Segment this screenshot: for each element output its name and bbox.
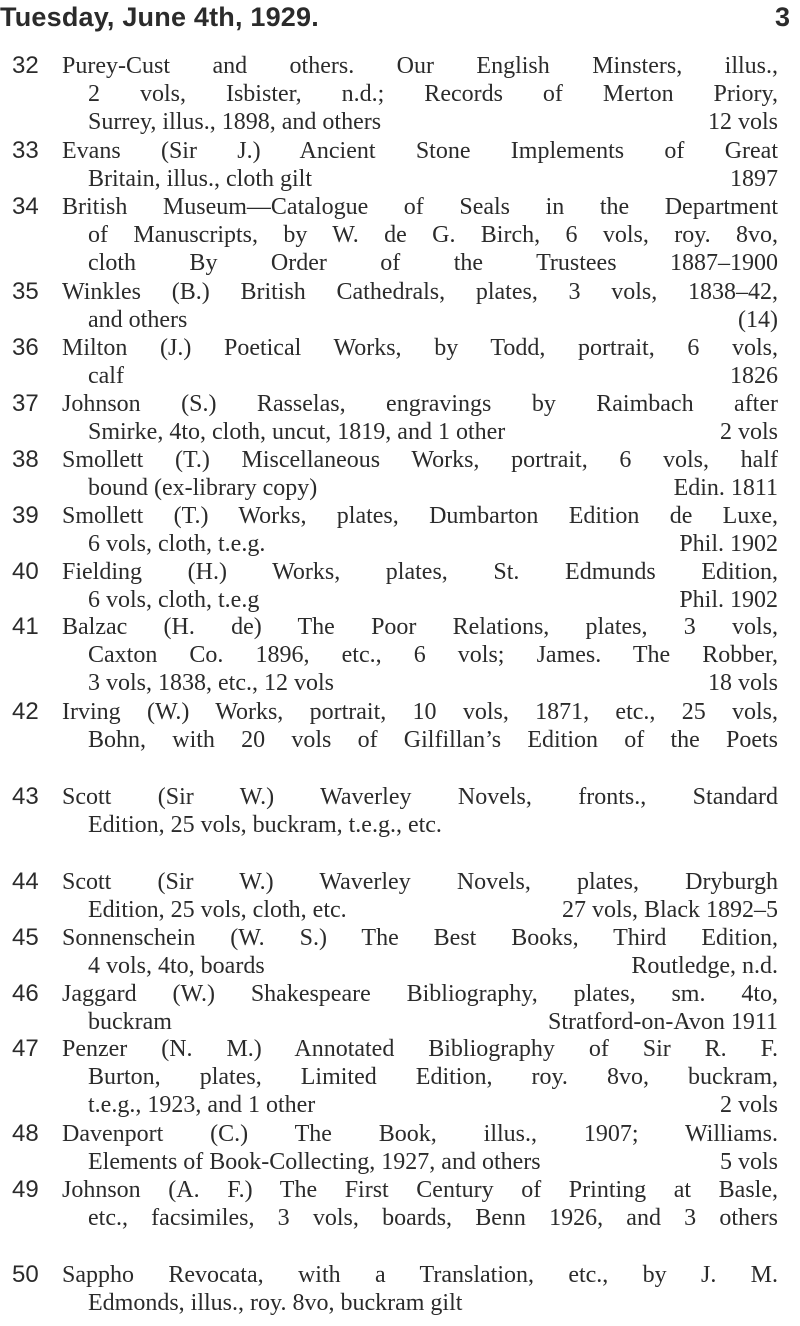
lot-number: 48 — [12, 1120, 39, 1147]
lot-text: 3 vols, 1838, etc., 12 vols — [88, 670, 334, 697]
lot-quantity: 2 vols — [719, 1092, 778, 1119]
lot-quantity: 18 vols — [707, 670, 778, 697]
lot-quantity: (14) — [738, 307, 778, 334]
lot-text: Balzac (H. de) The Poor Relations, plates, 3 vols, — [62, 614, 778, 640]
lot-number: 50 — [12, 1261, 39, 1288]
lot-number: 34 — [12, 193, 39, 220]
lot-number: 42 — [12, 698, 39, 725]
lot-text: Britain, illus., cloth gilt — [88, 166, 312, 193]
lot-quantity: Phil. 1902 — [679, 531, 778, 558]
lot-description-line — [62, 924, 778, 953]
lot-description-line — [88, 726, 778, 755]
lot-text: Edmonds, illus., roy. 8vo, buckram gilt — [88, 1290, 463, 1317]
page-header — [0, 0, 800, 40]
lot-description-line — [62, 278, 778, 307]
lot-number: 35 — [12, 278, 39, 305]
lot-description-line — [62, 698, 778, 727]
lot-description-line — [62, 1261, 778, 1290]
lot-number: 36 — [12, 334, 39, 361]
lot-text: of Manuscripts, by W. de G. Birch, 6 vols, roy. 8vo, — [88, 222, 778, 249]
lot-text: Milton (J.) Poetical Works, by Todd, portrait, 6 vols, — [62, 335, 778, 361]
lot-text: 2 vols, Isbister, n.d.; Records of Merton Priory, — [88, 81, 778, 108]
lot-text: Smollett (T.) Works, plates, Dumbarton Edition de Luxe, — [62, 503, 778, 529]
lot-description-line — [62, 783, 778, 812]
lot-text: Smollett (T.) Miscellaneous Works, portrait, 6 vols, half — [62, 447, 778, 473]
lot-description-line — [62, 1035, 778, 1064]
lot-quantity: Phil. 1902 — [679, 587, 778, 614]
lot-text: and others — [88, 307, 188, 334]
lot-description-line — [88, 1148, 778, 1177]
lot-number: 46 — [12, 980, 39, 1007]
lot-text: Burton, plates, Limited Edition, roy. 8vo, buckram, — [88, 1064, 778, 1091]
lot-text: Elements of Book-Collecting, 1927, and others — [88, 1149, 541, 1176]
lot-description-line — [62, 502, 778, 531]
lot-number: 37 — [12, 390, 39, 417]
lot-text: Winkles (B.) British Cathedrals, plates, 3 vols, 1838–42, — [62, 279, 778, 305]
lot-quantity: 12 vols — [707, 109, 778, 136]
lot-description-line — [88, 165, 778, 194]
lot-text: t.e.g., 1923, and 1 other — [88, 1092, 316, 1119]
lot-description-line — [62, 1176, 778, 1205]
lot-description-line — [62, 52, 778, 81]
lot-description-line — [88, 108, 778, 137]
lot-description-line — [88, 306, 778, 335]
lot-text: Johnson (S.) Rasselas, engravings by Raimbach after — [62, 391, 778, 417]
lot-text: etc., facsimiles, 3 vols, boards, Benn 1926, and 3 others — [88, 1205, 778, 1232]
lot-text: Caxton Co. 1896, etc., 6 vols; James. The Robber, — [88, 642, 778, 669]
lot-description-line — [62, 868, 778, 897]
lot-text: Surrey, illus., 1898, and others — [88, 109, 382, 136]
lot-description-line — [62, 390, 778, 419]
lot-text: Johnson (A. F.) The First Century of Printing at Basle, — [62, 1177, 778, 1203]
lot-text: Edition, 25 vols, cloth, etc. — [88, 897, 347, 924]
lot-text: 6 vols, cloth, t.e.g — [88, 587, 260, 614]
lot-number: 40 — [12, 558, 39, 585]
lot-description-line — [62, 334, 778, 363]
lot-text: 4 vols, 4to, boards — [88, 953, 265, 980]
lot-number: 49 — [12, 1176, 39, 1203]
lot-text: Bohn, with 20 vols of Gilfillan’s Edition of the Poets — [88, 727, 778, 754]
lot-quantity: 1826 — [730, 363, 778, 390]
lot-description-line — [88, 1008, 778, 1037]
lot-text: Penzer (N. M.) Annotated Bibliography of Sir R. F. — [62, 1036, 778, 1062]
lot-quantity: 2 vols — [719, 419, 778, 446]
lot-description-line — [62, 980, 778, 1009]
lot-number: 41 — [12, 613, 39, 640]
lot-number: 32 — [12, 52, 39, 79]
lot-text: bound (ex-library copy) — [88, 475, 318, 502]
lot-description-line — [88, 952, 778, 981]
lot-description-line — [88, 530, 778, 559]
lot-number: 33 — [12, 137, 39, 164]
lot-text: Scott (Sir W.) Waverley Novels, plates, Dryburgh — [62, 869, 778, 895]
lot-description-line — [62, 1120, 778, 1149]
lot-number: 43 — [12, 783, 39, 810]
lot-description-line — [88, 362, 778, 391]
lot-number: 44 — [12, 868, 39, 895]
lot-text: calf — [88, 363, 124, 390]
lot-quantity: 27 vols, Black 1892–5 — [562, 897, 778, 924]
lot-text: Davenport (C.) The Book, illus., 1907; Williams. — [62, 1121, 778, 1147]
lot-description-line — [88, 418, 778, 447]
lot-text: Irving (W.) Works, portrait, 10 vols, 1871, etc., 25 vols, — [62, 699, 778, 725]
lot-description-line — [88, 249, 778, 278]
lot-text: Purey-Cust and others. Our English Minsters, illus., — [62, 53, 778, 79]
lot-text: Sonnenschein (W. S.) The Best Books, Third Edition, — [62, 925, 778, 951]
lot-number: 38 — [12, 446, 39, 473]
lot-text: 6 vols, cloth, t.e.g. — [88, 531, 266, 558]
lot-description-line — [88, 1289, 778, 1318]
lot-description-line — [62, 137, 778, 166]
lot-description-line — [62, 613, 778, 642]
lot-description-line — [62, 193, 778, 222]
lot-text: British Museum—Catalogue of Seals in the Department — [62, 194, 778, 220]
lot-description-line — [88, 586, 778, 615]
lot-description-line — [88, 474, 778, 503]
lot-quantity: Stratford-on-Avon 1911 — [548, 1009, 778, 1036]
lot-text: Scott (Sir W.) Waverley Novels, fronts., Standard — [62, 784, 778, 810]
lot-text: buckram — [88, 1009, 172, 1036]
lot-text: Sappho Revocata, with a Translation, etc., by J. M. — [62, 1262, 778, 1288]
lot-text: Evans (Sir J.) Ancient Stone Implements of Great — [62, 138, 778, 164]
lot-text: Fielding (H.) Works, plates, St. Edmunds Edition, — [62, 559, 778, 585]
lot-description-line — [62, 446, 778, 475]
lot-description-line — [88, 1091, 778, 1120]
page-number: 3 — [774, 2, 790, 32]
lot-quantity: 1897 — [730, 166, 778, 193]
lot-description-line — [88, 80, 778, 109]
lot-quantity: 5 vols — [719, 1149, 778, 1176]
lot-description-line — [88, 1204, 778, 1233]
lot-description-line — [88, 896, 778, 925]
lot-text: Jaggard (W.) Shakespeare Bibliography, plates, sm. 4to, — [62, 981, 778, 1007]
lot-number: 39 — [12, 502, 39, 529]
lot-description-line — [88, 641, 778, 670]
lot-description-line — [88, 669, 778, 698]
lot-quantity: Routledge, n.d. — [631, 953, 778, 980]
lot-quantity: Edin. 1811 — [673, 475, 778, 502]
lot-number: 45 — [12, 924, 39, 951]
lot-text: cloth By Order of the Trustees 1887–1900 — [88, 250, 778, 277]
lot-description-line — [62, 558, 778, 587]
lot-description-line — [88, 221, 778, 250]
lot-text: Smirke, 4to, cloth, uncut, 1819, and 1 other — [88, 419, 506, 446]
lot-number: 47 — [12, 1035, 39, 1062]
lot-text: Edition, 25 vols, buckram, t.e.g., etc. — [88, 812, 442, 839]
page-date: Tuesday, June 4th, 1929. — [0, 2, 319, 32]
lot-description-line — [88, 811, 778, 840]
lot-description-line — [88, 1063, 778, 1092]
